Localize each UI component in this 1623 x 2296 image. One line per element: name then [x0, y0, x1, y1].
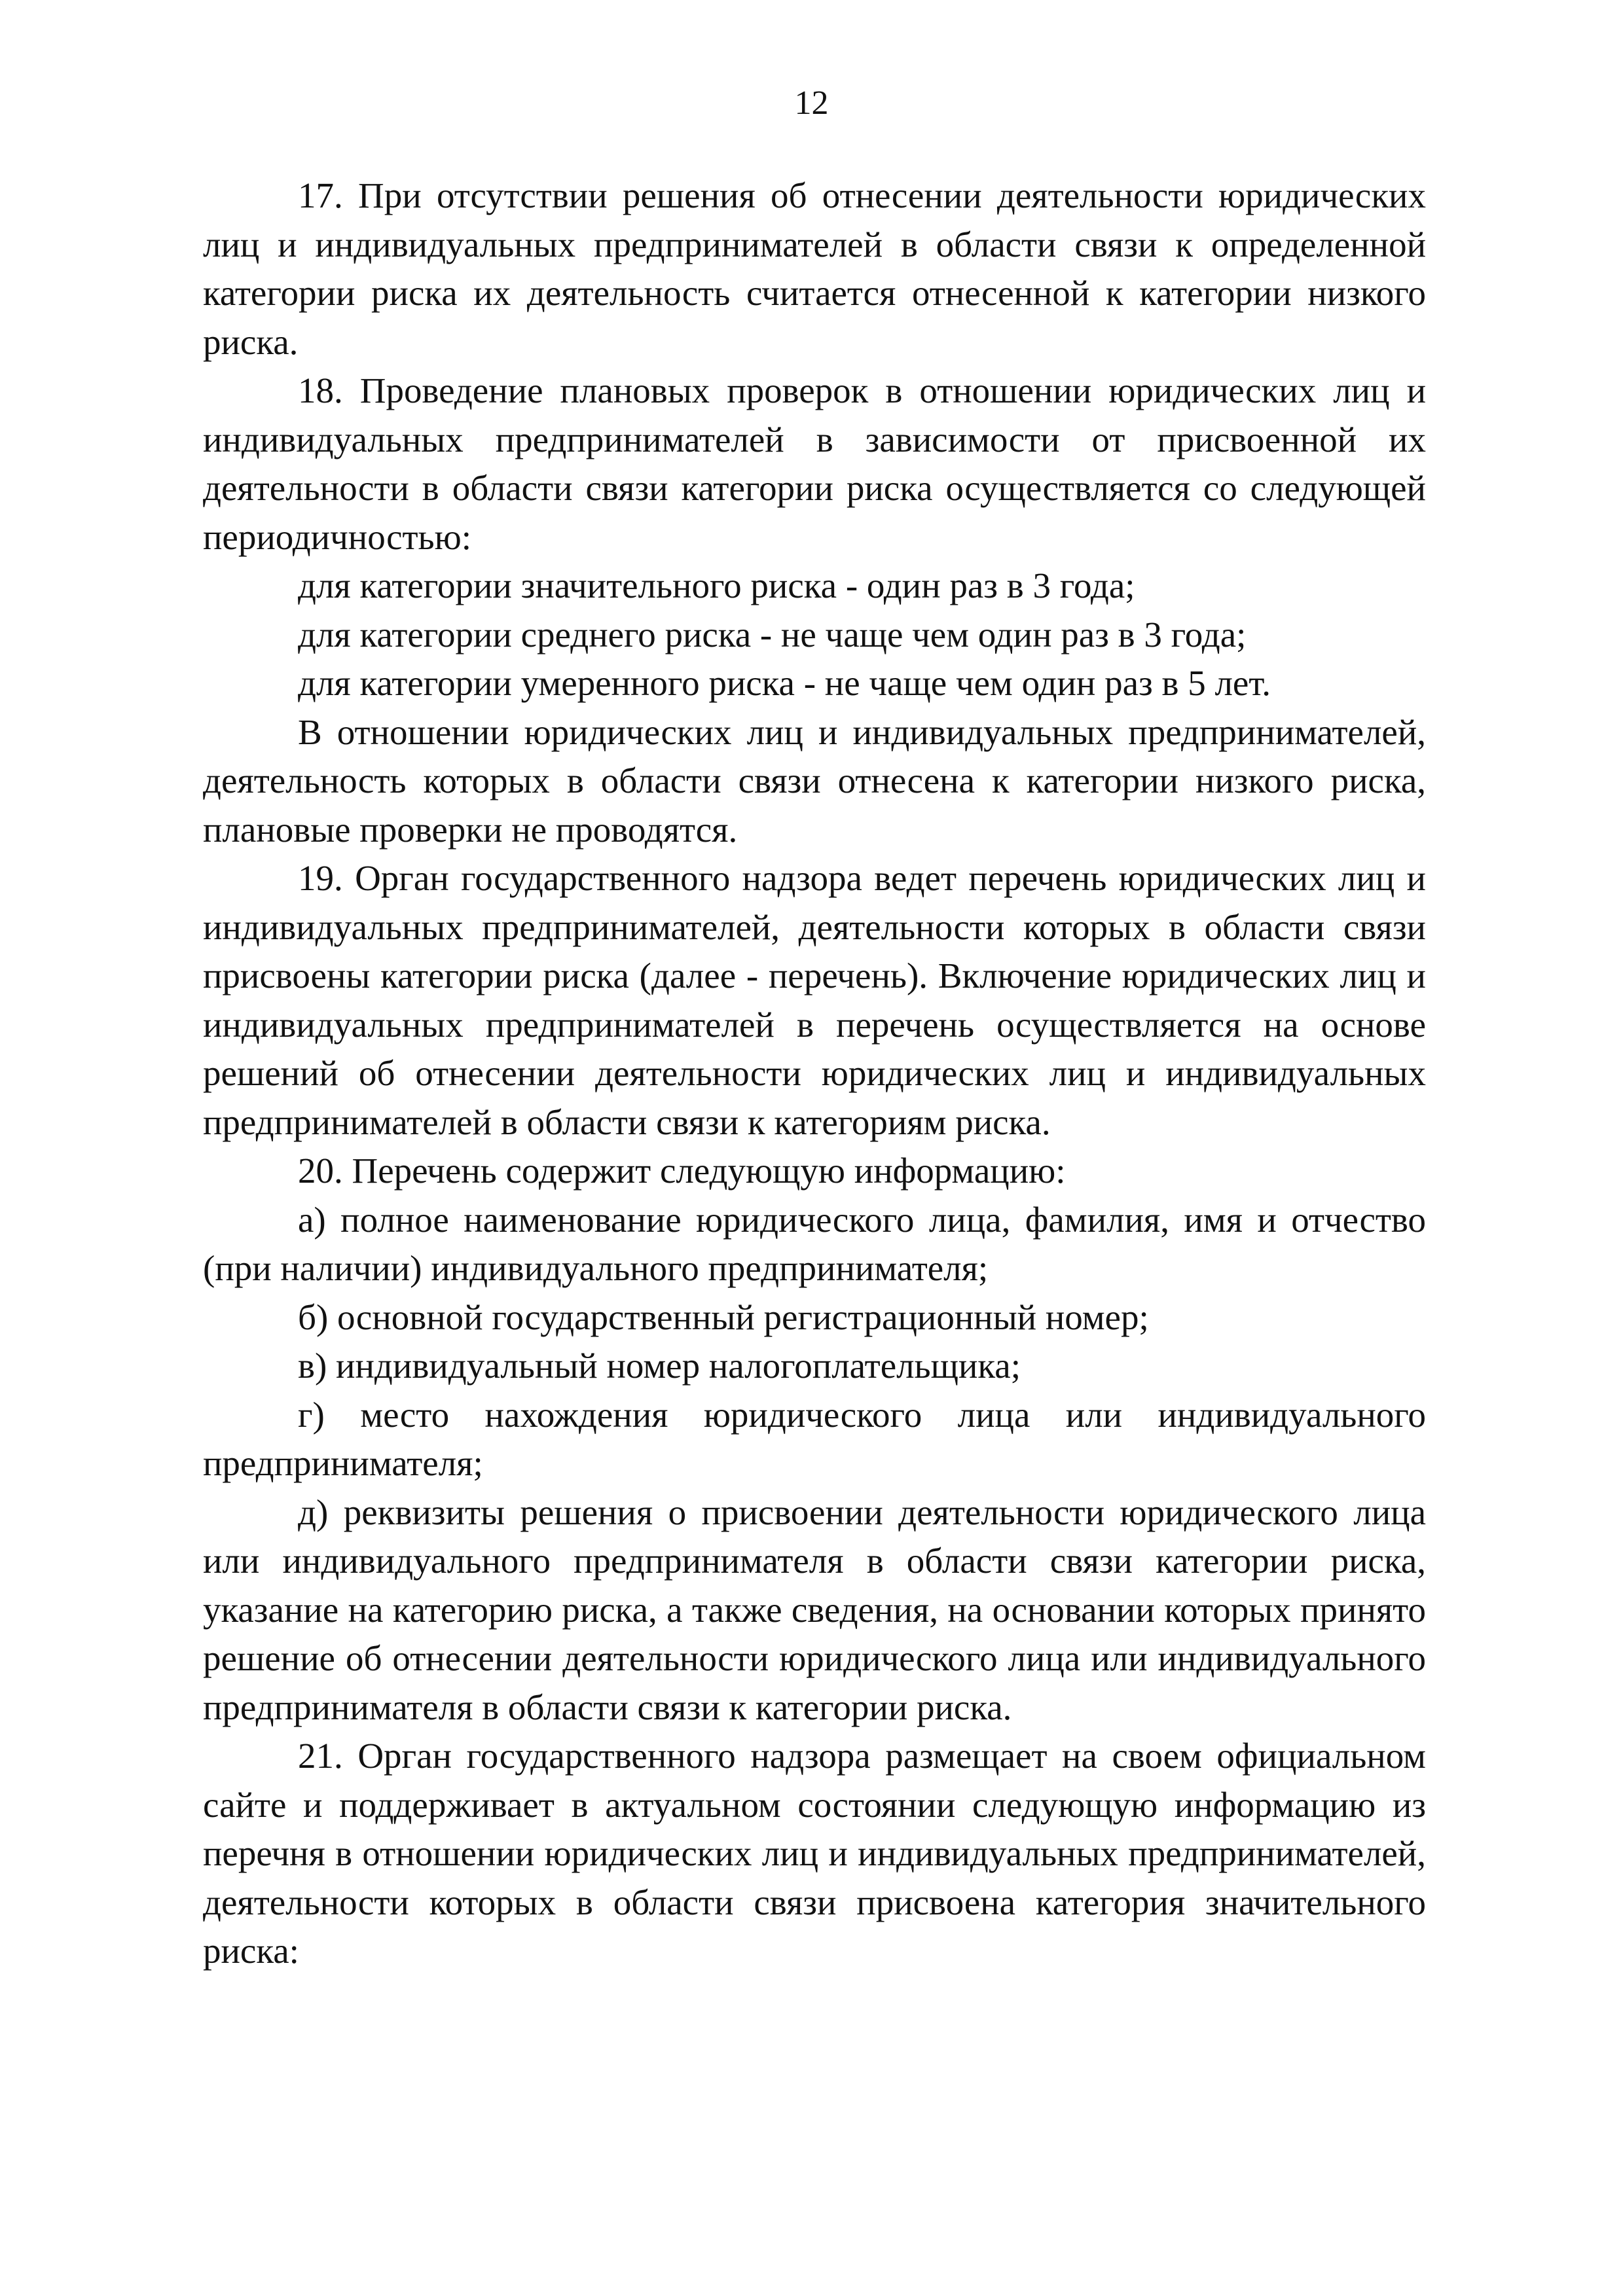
paragraph-19: 19. Орган государственного надзора ведет перечень юридических лиц и индивидуальных предпринимателей, деятельности которых в области связи присвоены категории риска (далее - перечень). Включение юридических лиц и индивидуальных предпринимателей в перечень осуществляется на основе решений об отнесении деятельности юридических лиц и индивидуальных предпринимателей в области связи к категориям риска.: [203, 858, 1426, 1142]
paragraph-21: 21. Орган государственного надзора размещает на своем официальном сайте и поддерживает в актуальном состоянии следующую информацию из перечня в отношении юридических лиц и индивидуальных предпринимателей, деятельности которых в области связи присвоена категория значительного риска:: [203, 1736, 1426, 1971]
list-item: д) реквизиты решения о присвоении деятельности юридического лица или индивидуального предпринимателя в области связи категории риска, указание на категорию риска, а также сведения, на основании которых принято решение об отнесении деятельности юридического лица или индивидуального предпринимателя в области связи к категории риска.: [203, 1492, 1426, 1727]
list-item: в) индивидуальный номер налогоплательщика;: [298, 1346, 1021, 1386]
list-item: г) место нахождения юридического лица или индивидуального предпринимателя;: [203, 1394, 1426, 1483]
paragraph-20: 20. Перечень содержит следующую информацию:: [298, 1151, 1066, 1191]
list-item: для категории умеренного риска - не чаще чем один раз в 5 лет.: [298, 663, 1271, 703]
paragraph-17: 17. При отсутствии решения об отнесении деятельности юридических лиц и индивидуальных предпринимателей в области связи к определенной категории риска их деятельность считается отнесенной к категории низкого риска.: [203, 175, 1426, 362]
list-item: б) основной государственный регистрационный номер;: [298, 1297, 1149, 1337]
document-body: [203, 171, 1426, 1976]
list-item: а) полное наименование юридического лица, фамилия, имя и отчество (при наличии) индивидуального предпринимателя;: [203, 1199, 1426, 1288]
paragraph-18: 18. Проведение плановых проверок в отношении юридических лиц и индивидуальных предпринимателей в зависимости от присвоенной их деятельности в области связи категории риска осуществляется со следующей периодичностью:: [203, 370, 1426, 557]
paragraph-18-note: В отношении юридических лиц и индивидуальных предпринимателей, деятельность которых в области связи отнесена к категории низкого риска, плановые проверки не проводятся.: [203, 711, 1426, 850]
page-number: 12: [794, 84, 829, 122]
list-item: для категории среднего риска - не чаще чем один раз в 3 года;: [298, 614, 1247, 655]
list-item: для категории значительного риска - один раз в 3 года;: [298, 565, 1135, 605]
